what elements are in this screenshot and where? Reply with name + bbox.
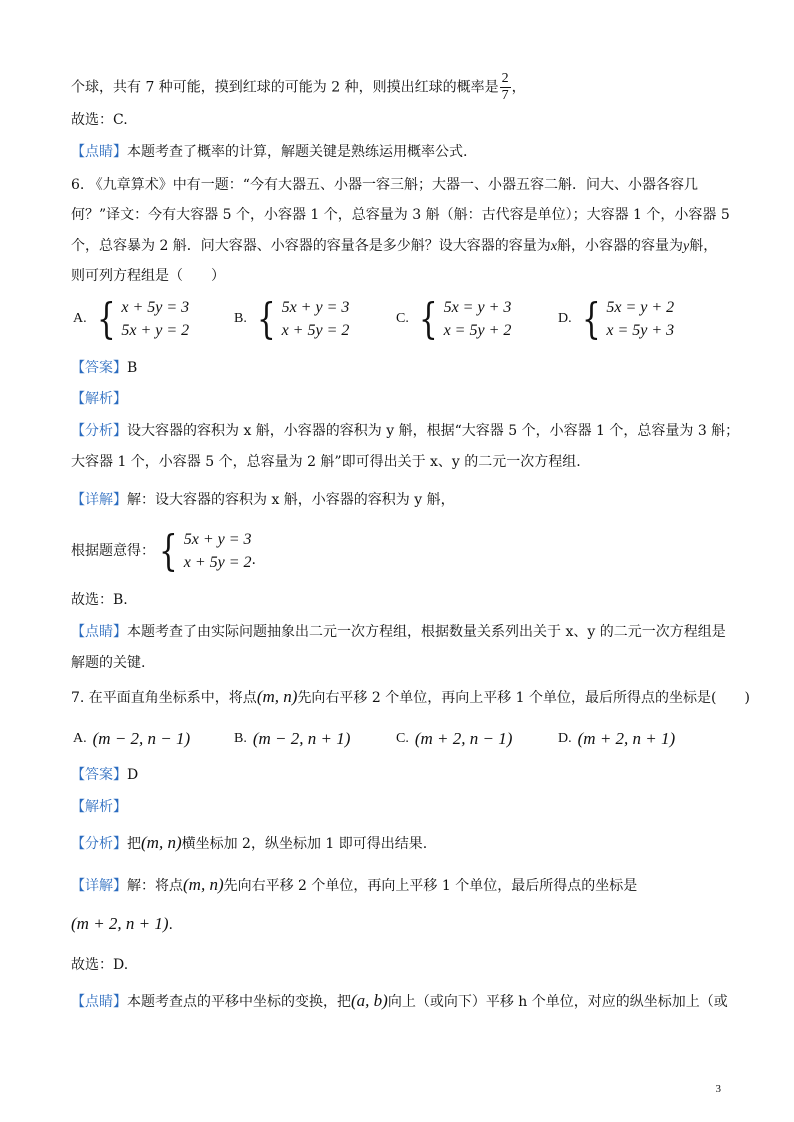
option-label: D. <box>558 311 572 326</box>
fenxi-tag: 【分析】 <box>71 423 127 439</box>
option-label: B. <box>234 311 247 326</box>
var-y: y <box>683 239 690 254</box>
answer-value: D <box>127 767 139 783</box>
option-label: B. <box>234 731 247 746</box>
q6-comment-line-2: 解题的关键. <box>71 655 146 671</box>
q7-option-c[interactable] <box>396 729 512 749</box>
q6-stem-line-1: 6. 《九章算术》中有一题：“今有大器五、小器一容三斛；大器一、小器五容二斛．问大、小器各容几 <box>71 177 698 193</box>
equation-2: 5x + y = 2 <box>121 322 190 339</box>
result-end: . <box>168 917 173 933</box>
q7-detail <box>71 875 637 896</box>
q6-fenxi-line-1 <box>71 421 739 441</box>
q5-choice: 故选：C. <box>71 112 128 128</box>
q5-tail-end: ， <box>511 79 526 96</box>
fenxi-b: 横坐标加 2，纵坐标加 1 即可得出结果. <box>181 836 428 852</box>
point-mn: (m, n) <box>183 875 224 894</box>
equation-system: { 5x + y = 3 x + 5y = 2 <box>159 526 252 575</box>
q6-analysis-tag <box>71 389 127 409</box>
basis-text: 根据题意得： <box>71 543 155 559</box>
option-label: C. <box>396 731 409 746</box>
answer-tag: 【答案】 <box>71 767 127 783</box>
q5-tail-line <box>71 71 526 104</box>
fenxi-a: 把 <box>127 836 141 852</box>
var-x: x <box>550 239 558 254</box>
probability-fraction <box>500 71 511 104</box>
fenxi-text: 设大容器的容积为 x 斛，小容器的容积为 y 斛，根据“大容器 5 个，小容器 1 个，总容量为 3 斛； <box>127 423 740 439</box>
q6-stem-line-2: 何？”译文：今有大容器 5 个，小容器 1 个，总容量为 3 斛（斛：古代容是单位）；大容器 1 个，小容器 5 <box>71 207 730 223</box>
comment-b: 向上（或向下）平移 h 个单位，对应的纵坐标加上（或 <box>387 994 728 1010</box>
q6-fenxi-line-2: 大容器 1 个，小容器 5 个，总容量为 2 斛”即可得出关于 x、y 的二元一次方程组. <box>71 454 581 470</box>
option-label: D. <box>558 731 572 746</box>
equation-system: { x + 5y = 3 5x + y = 2 <box>96 294 190 343</box>
fraction-numerator: 2 <box>501 71 509 86</box>
equation-1: 5x + y = 3 <box>281 299 350 316</box>
fraction-denominator: 7 <box>501 88 509 103</box>
fenxi-tag: 【分析】 <box>71 836 127 852</box>
q7-stem <box>71 687 750 708</box>
point-ab: (a, b) <box>351 991 388 1010</box>
point-mn: (m, n) <box>256 687 298 706</box>
detail-tag: 【详解】 <box>71 878 127 894</box>
comment-a: 本题考查点的平移中坐标的变换，把 <box>127 994 351 1010</box>
equation-1: x + 5y = 3 <box>121 299 190 316</box>
comment-text: 本题考查了由实际问题抽象出二元一次方程组，根据数量关系列出关于 x、y 的二元一次方程组是 <box>127 624 726 640</box>
equation-1: 5x + y = 3 <box>183 531 252 548</box>
option-value: (m + 2, n + 1) <box>577 729 676 748</box>
analysis-tag: 【解析】 <box>71 391 127 407</box>
q6-comment-line-1 <box>71 622 726 642</box>
detail-text: 解：设大容器的容积为 x 斛，小容器的容积为 y 斛， <box>127 492 455 508</box>
q7-fenxi <box>71 833 427 854</box>
comment-tag: 【点睛】 <box>71 144 127 160</box>
equation-1: 5x = y + 2 <box>606 299 675 316</box>
q7-result <box>71 914 173 935</box>
option-label: C. <box>396 311 409 326</box>
detail-a: 解：将点 <box>127 878 183 894</box>
equation-system: { 5x = y + 2 x = 5y + 3 <box>581 294 675 343</box>
answer-tag: 【答案】 <box>71 360 127 376</box>
q7-option-d[interactable] <box>558 729 675 749</box>
q7-option-b[interactable] <box>234 729 350 749</box>
q7-analysis-tag <box>71 797 127 817</box>
option-label: A. <box>73 311 87 326</box>
equation-2: x + 5y = 2 <box>281 322 350 339</box>
q6-stem-line-3 <box>71 236 717 257</box>
equation-system: { 5x + y = 3 x + 5y = 2 <box>256 294 350 343</box>
system-end: . <box>251 552 256 568</box>
option-label: A. <box>73 731 87 746</box>
option-value: (m + 2, n − 1) <box>414 729 513 748</box>
detail-tag: 【详解】 <box>71 492 127 508</box>
option-value: (m − 2, n − 1) <box>92 729 191 748</box>
q6-option-b[interactable] <box>234 296 349 342</box>
equation-2: x + 5y = 2 <box>183 554 252 571</box>
answer-value: B <box>127 360 138 376</box>
point-mn: (m, n) <box>141 833 182 852</box>
q6-stem-part-b: 斛，小容器的容量为 <box>557 238 684 254</box>
equation-2: x = 5y + 3 <box>606 322 675 339</box>
q7-comment <box>71 991 728 1012</box>
comment-text: 本题考查了概率的计算，解题关键是熟练运用概率公式. <box>127 144 468 160</box>
comment-tag: 【点睛】 <box>71 624 127 640</box>
q7-answer <box>71 765 138 785</box>
q5-tail-text: 个球，共有 7 种可能，摸到红球的可能为 2 种，则摸出红球的概率是 <box>71 79 499 96</box>
q6-stem-part-c: 斛， <box>689 238 718 254</box>
result-point: (m + 2, n + 1) <box>71 914 169 933</box>
option-value: (m − 2, n + 1) <box>252 729 351 748</box>
q6-option-a[interactable] <box>73 296 189 342</box>
q6-stem-line-4: 则可列方程组是（ ） <box>71 268 225 284</box>
q6-option-c[interactable] <box>396 296 511 342</box>
detail-b: 先向右平移 2 个单位，再向上平移 1 个单位，最后所得点的坐标是 <box>223 878 638 894</box>
q6-option-d[interactable] <box>558 296 674 342</box>
q6-choice: 故选：B. <box>71 592 128 608</box>
q5-comment <box>71 142 467 162</box>
q6-stem-part-a: 个，总容暴为 2 斛．问大容器、小容器的容量各是多少斛？设大容器的容量为 <box>71 238 551 254</box>
equation-system: { 5x = y + 3 x = 5y + 2 <box>418 294 512 343</box>
q6-answer <box>71 358 137 378</box>
q6-system-line <box>71 528 256 574</box>
analysis-tag: 【解析】 <box>71 799 127 815</box>
equation-1: 5x = y + 3 <box>443 299 512 316</box>
q7-stem-b: 先向右平移 2 个单位，再向上平移 1 个单位，最后所得点的坐标是( ) <box>297 690 750 706</box>
q7-option-a[interactable] <box>73 729 190 749</box>
comment-tag: 【点睛】 <box>71 994 127 1010</box>
q7-choice: 故选：D. <box>71 957 129 973</box>
q6-detail <box>71 490 455 510</box>
q7-stem-a: 7. 在平面直角坐标系中，将点 <box>71 690 257 706</box>
page-number: 3 <box>715 1083 721 1095</box>
equation-2: x = 5y + 2 <box>443 322 512 339</box>
